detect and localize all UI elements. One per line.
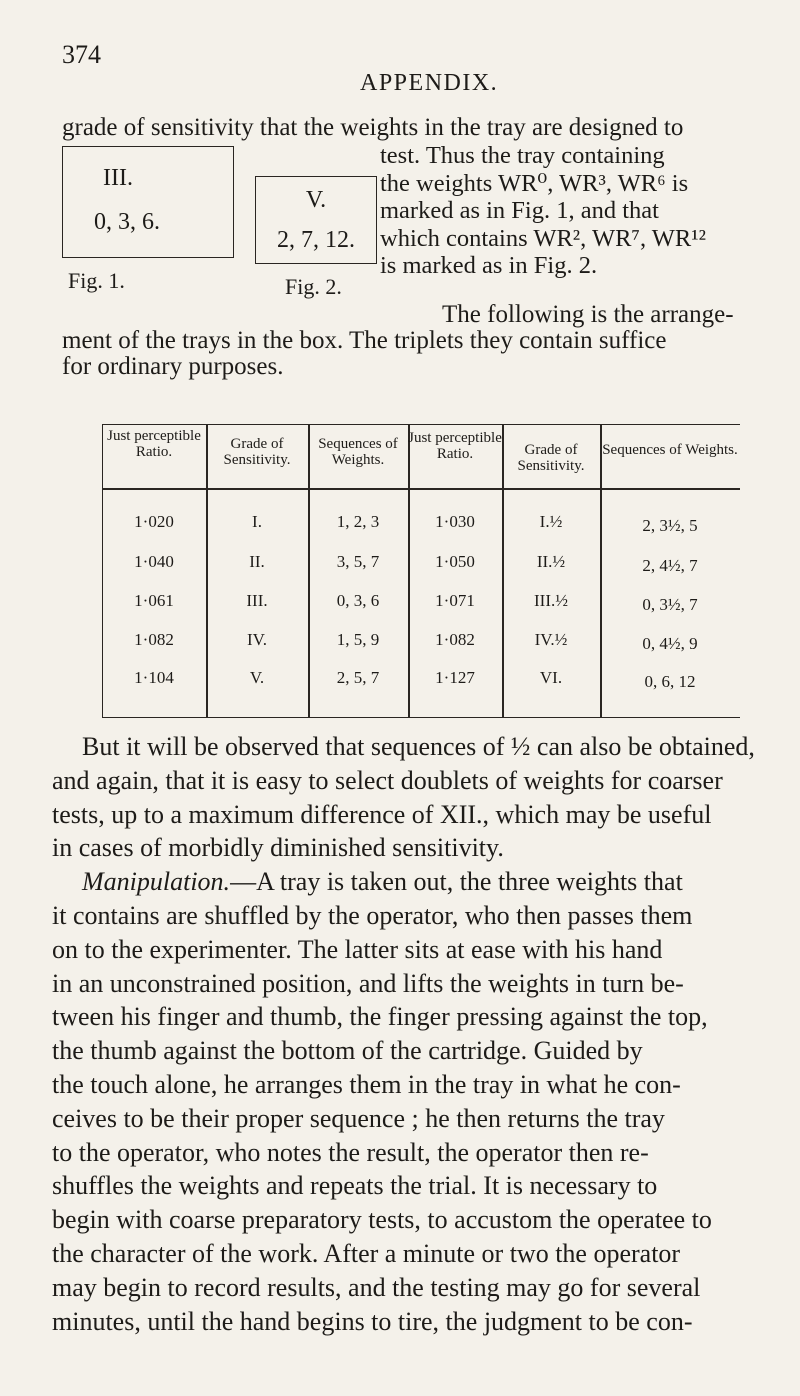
table-cell: I.½ <box>539 512 563 531</box>
wrap-line: marked as in Fig. 1, and that <box>380 197 659 224</box>
body-line: tween his finger and thumb, the finger pressing against the top, <box>52 1002 708 1032</box>
table-cell: III. <box>246 591 268 610</box>
table-header: Just perceptible Ratio. <box>408 430 502 462</box>
table-cell: IV.½ <box>534 630 568 649</box>
table-cell: 0, 4½, 9 <box>642 634 698 653</box>
weights-table <box>102 424 740 718</box>
para-line: for ordinary purposes. <box>62 353 284 380</box>
body-line: and again, that it is easy to select doublets of weights for coarser <box>52 765 723 795</box>
table-cell: 1·104 <box>134 668 174 687</box>
table-cell: 1·082 <box>134 630 174 649</box>
body-line: tests, up to a maximum difference of XII., which may be useful <box>52 799 712 829</box>
figure-wrap-text <box>380 142 720 280</box>
table-cell: 3, 5, 7 <box>336 552 380 571</box>
body-line: may begin to record results, and the testing may go for several <box>52 1272 701 1302</box>
table-cell: II. <box>249 552 265 571</box>
table-cell: 1·040 <box>134 552 174 571</box>
table-cell: 1·127 <box>435 668 475 687</box>
table-cell: 1·030 <box>435 512 475 531</box>
figure-2-values: 2, 7, 12. <box>277 227 355 253</box>
manipulation-first-line <box>52 865 742 899</box>
figure-2-grade: V. <box>305 187 327 213</box>
body-line: the touch alone, he arranges them in the tray in what he con- <box>52 1069 681 1099</box>
wrap-line: is marked as in Fig. 2. <box>380 252 598 279</box>
body-line: begin with coarse preparatory tests, to accustom the operatee to <box>52 1205 712 1235</box>
table-header: Grade of Sensitivity. <box>223 436 291 468</box>
running-head: APPENDIX. <box>360 70 499 96</box>
table-cell: 2, 4½, 7 <box>642 556 698 575</box>
body-text <box>52 730 755 1338</box>
table-cell: 1, 5, 9 <box>336 630 380 649</box>
figure-2-box <box>255 176 377 264</box>
table-cell: 0, 3, 6 <box>336 591 380 610</box>
table-cell: II.½ <box>536 552 566 571</box>
figure-1-caption: Fig. 1. <box>68 268 125 293</box>
body-line: to the operator, who notes the result, the operator then re- <box>52 1137 649 1167</box>
table-cell: 1·071 <box>435 591 475 610</box>
table-cell: I. <box>252 512 262 531</box>
table-header: Sequences of Weights. <box>318 436 398 468</box>
table-cell: 2, 5, 7 <box>336 668 380 687</box>
manipulation-first-text: —A tray is taken out, the three weights that <box>230 867 683 897</box>
figure-1-values: 0, 3, 6. <box>94 209 160 235</box>
wrap-line: test. Thus the tray containing <box>380 142 665 169</box>
table-cell: VI. <box>539 668 563 687</box>
body-line: But it will be observed that sequences of ½ can also be obtained, <box>82 732 755 761</box>
arrangement-paragraph <box>62 302 738 380</box>
table-cell: 1·050 <box>435 552 475 571</box>
table-header: Grade of Sensitivity. <box>517 442 585 474</box>
body-line: it contains are shuffled by the operator, who then passes them <box>52 900 693 930</box>
table-cell: 2, 3½, 5 <box>642 516 698 535</box>
intro-first-line: grade of sensitivity that the weights in the tray are designed to <box>62 114 684 141</box>
body-line: on to the experimenter. The latter sits at ease with his hand <box>52 934 663 964</box>
figure-1-box <box>62 146 234 258</box>
body-line: in cases of morbidly diminished sensitivity. <box>52 833 504 863</box>
body-line: shuffles the weights and repeats the trial. It is necessary to <box>52 1171 658 1201</box>
wrap-line: which contains WR², WR⁷, WR¹² <box>380 224 706 252</box>
body-line: the thumb against the bottom of the cartridge. Guided by <box>52 1036 643 1066</box>
wrap-line: the weights WR⁰, WR³, WR⁶ is <box>380 169 689 197</box>
body-line: minutes, until the hand begins to tire, the judgment to be con- <box>52 1306 693 1336</box>
page-number: 374 <box>62 40 101 69</box>
body-line: the character of the work. After a minute or two the operator <box>52 1238 681 1268</box>
figure-2-caption: Fig. 2. <box>285 274 342 299</box>
table-cell: 1·020 <box>134 512 174 531</box>
table-cell: 1·061 <box>134 591 174 610</box>
table-header: Sequences of Weights. <box>602 442 738 458</box>
table-cell: III.½ <box>534 591 568 610</box>
table-cell: IV. <box>247 630 267 649</box>
table-cell: 0, 6, 12 <box>644 672 696 691</box>
para-line: ment of the trays in the box. The triplets they contain suffice <box>62 327 667 354</box>
para-line: The following is the arrange- <box>442 301 734 328</box>
body-line: in an unconstrained position, and lifts the weights in turn be- <box>52 968 684 998</box>
table-cell: V. <box>249 668 265 687</box>
table-cell: 1, 2, 3 <box>336 512 380 531</box>
table-cell: 0, 3½, 7 <box>642 595 698 614</box>
table-cell: 1·082 <box>435 630 475 649</box>
manipulation-heading: Manipulation. <box>82 867 231 897</box>
table-header: Just perceptible Ratio. <box>107 428 201 460</box>
figure-1-grade: III. <box>103 165 133 191</box>
body-line: ceives to be their proper sequence ; he then returns the tray <box>52 1103 665 1133</box>
